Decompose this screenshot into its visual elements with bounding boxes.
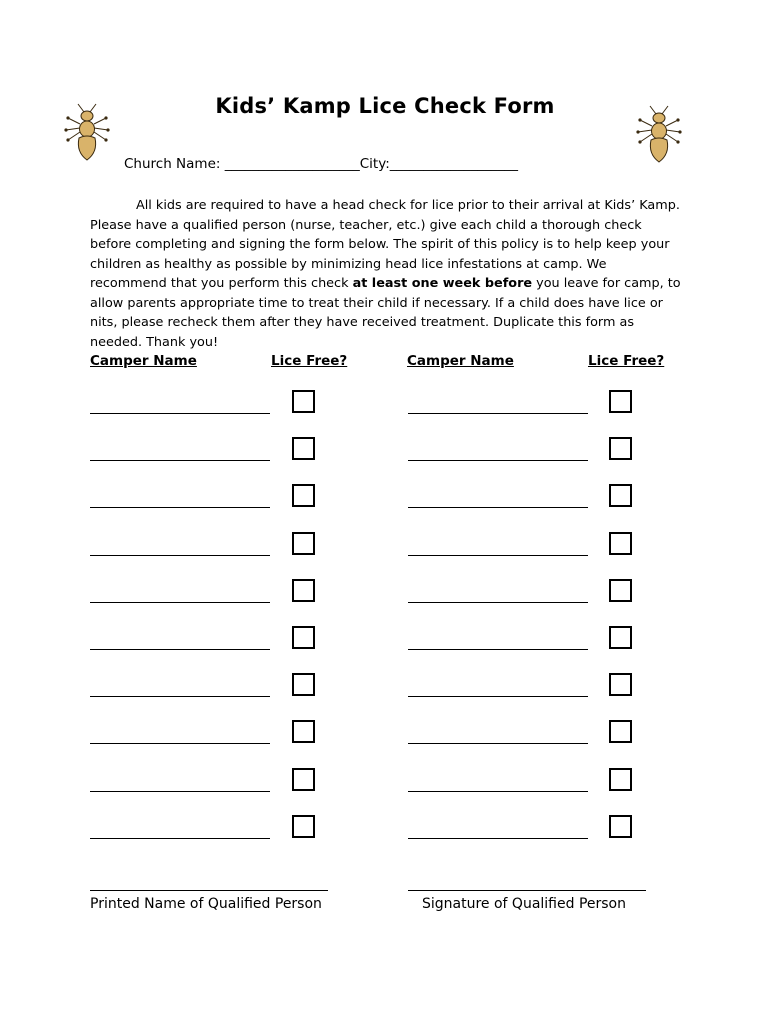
lice-free-checkbox-right[interactable] [609, 768, 632, 791]
camper-name-field-left[interactable] [90, 555, 270, 556]
camper-row [0, 716, 770, 756]
lice-free-checkbox-left[interactable] [292, 815, 315, 838]
camper-name-field-right[interactable] [408, 696, 588, 697]
camper-name-field-left[interactable] [90, 413, 270, 414]
lice-free-checkbox-left[interactable] [292, 768, 315, 791]
camper-name-header-right: Camper Name [407, 353, 514, 369]
lice-free-checkbox-left[interactable] [292, 720, 315, 743]
camper-row [0, 480, 770, 520]
printed-name-line[interactable] [90, 890, 328, 891]
lice-free-checkbox-right[interactable] [609, 437, 632, 460]
city-field[interactable]: ___________________ [389, 156, 519, 172]
camper-name-field-left[interactable] [90, 460, 270, 461]
camper-row [0, 764, 770, 804]
lice-free-checkbox-left[interactable] [292, 532, 315, 555]
camper-name-field-right[interactable] [408, 413, 588, 414]
form-title: Kids’ Kamp Lice Check Form [215, 94, 555, 118]
lice-free-checkbox-right[interactable] [609, 390, 632, 413]
camper-name-field-left[interactable] [90, 743, 270, 744]
church-name-field[interactable]: ____________________ [224, 156, 360, 172]
camper-row [0, 386, 770, 426]
lice-free-checkbox-left[interactable] [292, 579, 315, 602]
instructions-paragraph [90, 196, 686, 352]
camper-name-field-left[interactable] [90, 602, 270, 603]
lice-free-header-left: Lice Free? [271, 353, 348, 369]
church-name-label: Church Name: [124, 156, 225, 172]
signature-label: Signature of Qualified Person [422, 896, 626, 912]
lice-free-checkbox-left[interactable] [292, 390, 315, 413]
lice-free-checkbox-left[interactable] [292, 484, 315, 507]
lice-free-checkbox-right[interactable] [609, 484, 632, 507]
camper-name-field-left[interactable] [90, 791, 270, 792]
instructions-emphasis: at least one week before [352, 276, 533, 291]
camper-name-field-right[interactable] [408, 791, 588, 792]
camper-name-field-right[interactable] [408, 555, 588, 556]
camper-row [0, 669, 770, 709]
signature-line[interactable] [408, 890, 646, 891]
lice-free-checkbox-right[interactable] [609, 673, 632, 696]
camper-name-field-left[interactable] [90, 649, 270, 650]
instructions-text-end: you leave for camp, to allow parents appropriate time to treat their child if necessary. If a child does have lice or nits, please recheck them after they have received treatment. Duplicate this form as needed. Thank you! [90, 276, 681, 350]
camper-name-field-left[interactable] [90, 696, 270, 697]
camper-name-field-right[interactable] [408, 460, 588, 461]
camper-name-header-left: Camper Name [90, 353, 197, 369]
lice-free-checkbox-left[interactable] [292, 437, 315, 460]
printed-name-label: Printed Name of Qualified Person [90, 896, 322, 912]
camper-row [0, 528, 770, 568]
lice-free-checkbox-right[interactable] [609, 579, 632, 602]
lice-free-checkbox-left[interactable] [292, 673, 315, 696]
camper-name-field-right[interactable] [408, 507, 588, 508]
camper-name-field-right[interactable] [408, 649, 588, 650]
city-label: City: [359, 156, 390, 172]
camper-name-field-left[interactable] [90, 838, 270, 839]
lice-free-checkbox-right[interactable] [609, 815, 632, 838]
church-city-row [124, 156, 518, 172]
lice-free-header-right: Lice Free? [588, 353, 665, 369]
camper-name-field-left[interactable] [90, 507, 270, 508]
camper-row [0, 575, 770, 615]
lice-free-checkbox-right[interactable] [609, 626, 632, 649]
lice-free-checkbox-right[interactable] [609, 720, 632, 743]
camper-name-field-right[interactable] [408, 743, 588, 744]
camper-name-field-right[interactable] [408, 838, 588, 839]
lice-free-checkbox-left[interactable] [292, 626, 315, 649]
camper-row [0, 622, 770, 662]
lice-free-checkbox-right[interactable] [609, 532, 632, 555]
camper-row [0, 433, 770, 473]
camper-name-field-right[interactable] [408, 602, 588, 603]
camper-row [0, 811, 770, 851]
instructions-text-start: All kids are required to have a head check for lice prior to their arrival at Kids’ Kamp. Please have a qualified person (nurse, teacher, etc.) give each child a thorough check before completing and signing the form below. The spirit of this policy is to help keep your children as healthy as possible by minimizing head lice infestations at camp. We recommend that you perform this check [90, 198, 680, 291]
